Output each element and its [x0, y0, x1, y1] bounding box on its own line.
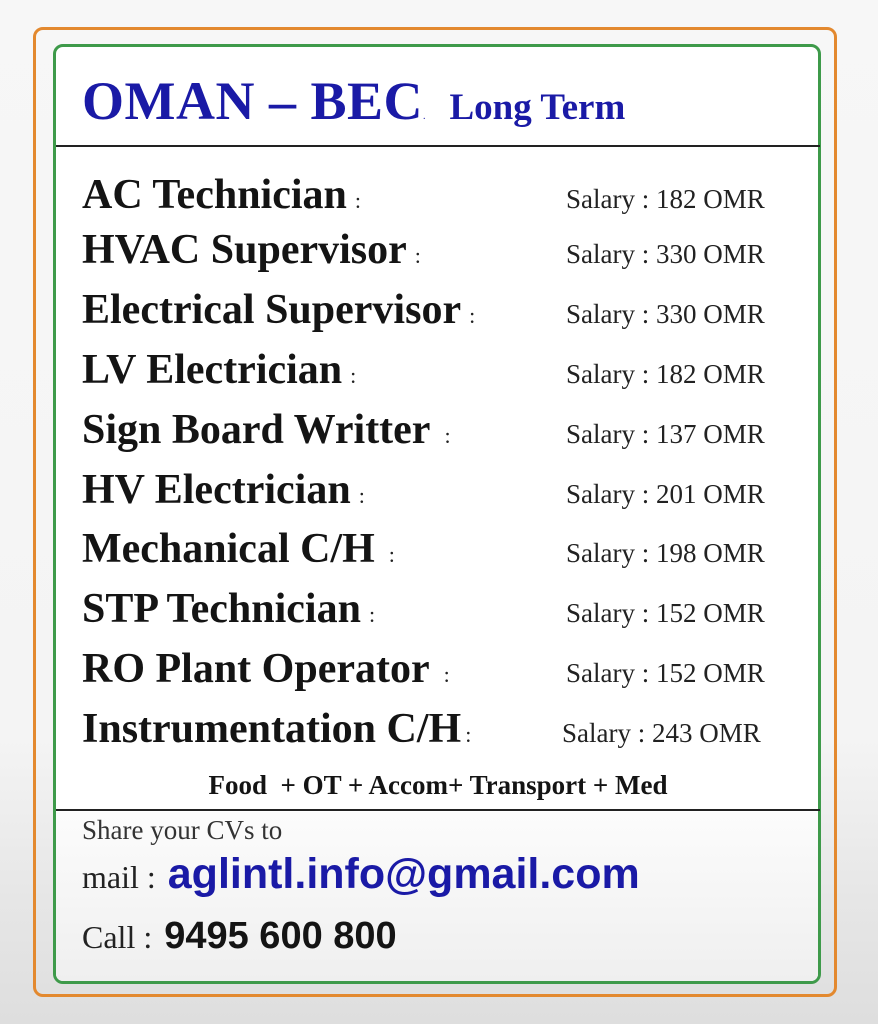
job-row	[82, 341, 802, 399]
job-salary: Salary : 152 OMR	[566, 658, 765, 688]
heading-title: OMAN – BEC	[82, 71, 423, 131]
email-address[interactable]: aglintl.info@gmail.com	[167, 850, 640, 898]
job-row	[82, 700, 802, 758]
job-row	[82, 520, 802, 578]
job-salary: Salary : 330 OMR	[566, 239, 765, 269]
job-title: RO Plant Operator :	[82, 646, 450, 692]
job-title: Mechanical C/H :	[82, 526, 395, 572]
job-title: LV Electrician :	[82, 347, 357, 393]
job-title: HVAC Supervisor :	[82, 227, 421, 273]
job-row	[82, 166, 802, 224]
job-title: HV Electrician :	[82, 467, 365, 513]
job-salary: Salary : 201 OMR	[566, 479, 765, 509]
call-row	[82, 915, 397, 958]
mail-row	[82, 850, 640, 899]
heading-subtitle: Long Term	[449, 87, 626, 128]
job-salary: Salary : 243 OMR	[562, 718, 761, 748]
job-title: STP Technician :	[82, 586, 376, 632]
job-row	[82, 221, 802, 279]
job-salary: Salary : 152 OMR	[566, 598, 765, 628]
job-salary: Salary : 198 OMR	[566, 538, 765, 568]
mail-label: mail :	[82, 859, 156, 895]
share-cv-text: Share your CVs to	[82, 815, 283, 845]
job-title: Electrical Supervisor :	[82, 287, 476, 333]
footer-divider	[56, 809, 820, 811]
job-row	[82, 640, 802, 698]
job-title: Instrumentation C/H :	[82, 706, 472, 752]
job-salary: Salary : 182 OMR	[566, 359, 765, 389]
job-salary: Salary : 137 OMR	[566, 419, 765, 449]
header-divider	[56, 145, 820, 147]
job-row	[82, 401, 802, 459]
job-row	[82, 580, 802, 638]
phone-number[interactable]: 9495 600 800	[164, 915, 397, 957]
job-salary: Salary : 330 OMR	[566, 299, 765, 329]
poster-heading: OMAN – BEC. Long Term	[82, 71, 626, 131]
job-salary: Salary : 182 OMR	[566, 184, 765, 214]
job-row	[82, 281, 802, 339]
job-title: Sign Board Writter :	[82, 407, 451, 453]
benefits-line: Food + OT + Accom+ Transport + Med	[208, 770, 668, 800]
job-title: AC Technician :	[82, 172, 362, 218]
call-label: Call :	[82, 919, 153, 955]
job-row	[82, 461, 802, 519]
